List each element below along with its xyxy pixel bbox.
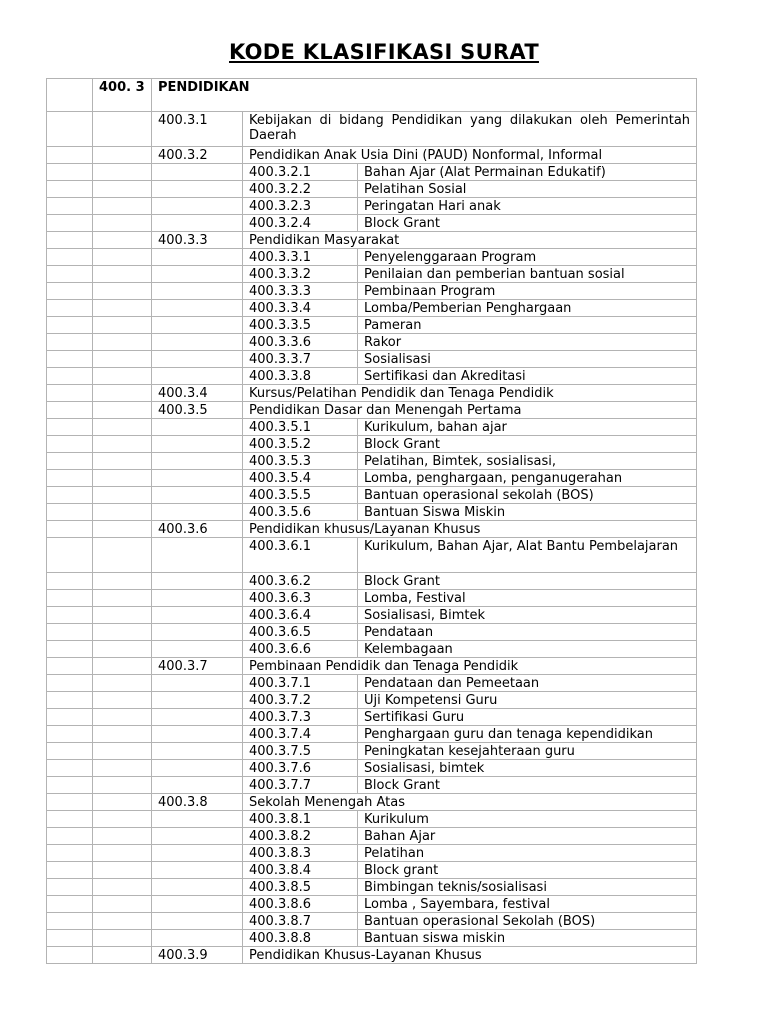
subcategory-description: Block grant [358,862,697,879]
subcategory-row [47,453,697,470]
document-title: KODE KLASIFIKASI SURAT [229,40,539,64]
blank-cell [93,862,152,879]
blank-cell [47,283,93,300]
subcategory-row [47,283,697,300]
blank-cell [152,351,243,368]
blank-cell [47,487,93,504]
category-description: Kursus/Pelatihan Pendidik dan Tenaga Pendidik [243,385,697,402]
blank-cell [152,641,243,658]
blank-cell [47,743,93,760]
blank-cell [93,283,152,300]
blank-cell [47,896,93,913]
blank-cell [47,726,93,743]
blank-cell [152,811,243,828]
blank-cell [47,419,93,436]
blank-cell [47,675,93,692]
blank-cell [47,79,93,112]
blank-cell [47,862,93,879]
subcategory-code: 400.3.5.4 [243,470,358,487]
blank-cell [93,385,152,402]
subcategory-row [47,198,697,215]
category-row [47,112,697,147]
subcategory-description: Uji Kompetensi Guru [358,692,697,709]
subcategory-description: Rakor [358,334,697,351]
blank-cell [47,845,93,862]
subcategory-code: 400.3.6.2 [243,573,358,590]
subcategory-row [47,845,697,862]
blank-cell [47,504,93,521]
blank-cell [152,368,243,385]
subcategory-description: Peringatan Hari anak [358,198,697,215]
category-row [47,232,697,249]
subcategory-code: 400.3.3.6 [243,334,358,351]
blank-cell [47,215,93,232]
blank-cell [47,368,93,385]
blank-cell [152,692,243,709]
category-code: 400.3.8 [152,794,243,811]
subcategory-description: Pembinaan Program [358,283,697,300]
blank-cell [47,198,93,215]
subcategory-row [47,368,697,385]
subcategory-description: Penghargaan guru dan tenaga kependidikan [358,726,697,743]
blank-cell [47,930,93,947]
subcategory-description: Bimbingan teknis/sosialisasi [358,879,697,896]
blank-cell [152,709,243,726]
blank-cell [47,453,93,470]
blank-cell [93,845,152,862]
blank-cell [47,521,93,538]
blank-cell [152,930,243,947]
blank-cell [152,573,243,590]
subcategory-description: Bahan Ajar [358,828,697,845]
subcategory-description: Lomba, penghargaan, penganugerahan [358,470,697,487]
category-code: 400.3.1 [152,112,243,147]
blank-cell [93,112,152,147]
subcategory-description: Sertifikasi Guru [358,709,697,726]
subcategory-code: 400.3.3.2 [243,266,358,283]
blank-cell [47,470,93,487]
subcategory-description: Bantuan siswa miskin [358,930,697,947]
blank-cell [152,504,243,521]
subcategory-description: Pameran [358,317,697,334]
blank-cell [152,215,243,232]
blank-cell [152,862,243,879]
subcategory-code: 400.3.3.3 [243,283,358,300]
category-row [47,402,697,419]
subcategory-row [47,317,697,334]
subcategory-row [47,300,697,317]
subcategory-code: 400.3.5.5 [243,487,358,504]
subcategory-code: 400.3.7.1 [243,675,358,692]
subcategory-row [47,726,697,743]
blank-cell [152,607,243,624]
blank-cell [93,913,152,930]
blank-cell [47,760,93,777]
blank-cell [152,266,243,283]
blank-cell [93,947,152,964]
category-row [47,794,697,811]
blank-cell [93,436,152,453]
blank-cell [47,164,93,181]
category-code: 400.3.9 [152,947,243,964]
subcategory-description: Pelatihan [358,845,697,862]
category-description: Pendidikan Dasar dan Menengah Pertama [243,402,697,419]
subcategory-row [47,334,697,351]
category-row [47,658,697,675]
subcategory-code: 400.3.3.4 [243,300,358,317]
blank-cell [93,470,152,487]
subcategory-row [47,624,697,641]
blank-cell [152,419,243,436]
blank-cell [93,726,152,743]
blank-cell [93,828,152,845]
blank-cell [47,658,93,675]
subcategory-code: 400.3.6.6 [243,641,358,658]
subcategory-description: Lomba , Sayembara, festival [358,896,697,913]
subcategory-row [47,862,697,879]
blank-cell [47,777,93,794]
blank-cell [152,828,243,845]
blank-cell [93,402,152,419]
category-row [47,521,697,538]
blank-cell [47,624,93,641]
subcategory-description: Bantuan Siswa Miskin [358,504,697,521]
blank-cell [47,402,93,419]
blank-cell [47,811,93,828]
blank-cell [152,453,243,470]
blank-cell [47,538,93,573]
blank-cell [152,624,243,641]
blank-cell [47,607,93,624]
blank-cell [47,573,93,590]
blank-cell [47,147,93,164]
subcategory-code: 400.3.8.2 [243,828,358,845]
blank-cell [47,828,93,845]
blank-cell [47,913,93,930]
blank-cell [47,436,93,453]
subcategory-row [47,181,697,198]
blank-cell [47,947,93,964]
blank-cell [152,913,243,930]
blank-cell [93,811,152,828]
blank-cell [152,845,243,862]
subcategory-row [47,879,697,896]
subcategory-code: 400.3.7.6 [243,760,358,777]
subcategory-description: Bantuan operasional Sekolah (BOS) [358,913,697,930]
subcategory-code: 400.3.8.1 [243,811,358,828]
category-code: 400.3.5 [152,402,243,419]
subcategory-row [47,266,697,283]
blank-cell [93,675,152,692]
subcategory-row [47,811,697,828]
blank-cell [47,351,93,368]
blank-cell [152,181,243,198]
blank-cell [152,590,243,607]
blank-cell [152,675,243,692]
blank-cell [47,300,93,317]
blank-cell [93,232,152,249]
subcategory-description: Pendataan dan Pemeetaan [358,675,697,692]
category-description: Pendidikan Masyarakat [243,232,697,249]
category-row [47,947,697,964]
blank-cell [93,760,152,777]
blank-cell [93,334,152,351]
blank-cell [93,777,152,794]
blank-cell [47,590,93,607]
subcategory-code: 400.3.5.6 [243,504,358,521]
blank-cell [47,181,93,198]
subcategory-description: Block Grant [358,777,697,794]
blank-cell [93,266,152,283]
blank-cell [93,794,152,811]
subcategory-row [47,470,697,487]
subcategory-description: Block Grant [358,436,697,453]
subcategory-row [47,930,697,947]
blank-cell [93,692,152,709]
blank-cell [93,453,152,470]
subcategory-code: 400.3.3.1 [243,249,358,266]
blank-cell [47,266,93,283]
blank-cell [152,470,243,487]
subcategory-description: Block Grant [358,215,697,232]
subcategory-row [47,692,697,709]
blank-cell [152,743,243,760]
category-description: Pendidikan Khusus-Layanan Khusus [243,947,697,964]
subcategory-code: 400.3.7.4 [243,726,358,743]
subcategory-description: Lomba, Festival [358,590,697,607]
blank-cell [152,198,243,215]
blank-cell [93,300,152,317]
blank-cell [47,709,93,726]
subcategory-row [47,641,697,658]
subcategory-code: 400.3.5.2 [243,436,358,453]
subcategory-row [47,573,697,590]
subcategory-description: Bahan Ajar (Alat Permainan Edukatif) [358,164,697,181]
subcategory-row [47,249,697,266]
blank-cell [47,334,93,351]
subcategory-description: Kurikulum, bahan ajar [358,419,697,436]
subcategory-row [47,913,697,930]
blank-cell [47,692,93,709]
blank-cell [47,232,93,249]
subcategory-description: Pelatihan, Bimtek, sosialisasi, [358,453,697,470]
subcategory-description: Peningkatan kesejahteraan guru [358,743,697,760]
subcategory-code: 400.3.8.3 [243,845,358,862]
subcategory-code: 400.3.2.4 [243,215,358,232]
category-code: 400.3.3 [152,232,243,249]
subcategory-code: 400.3.8.4 [243,862,358,879]
subcategory-code: 400.3.8.6 [243,896,358,913]
subcategory-code: 400.3.2.2 [243,181,358,198]
blank-cell [93,879,152,896]
subcategory-row [47,709,697,726]
subcategory-description: Sosialisasi [358,351,697,368]
subcategory-code: 400.3.3.5 [243,317,358,334]
subcategory-code: 400.3.5.3 [243,453,358,470]
subcategory-code: 400.3.2.1 [243,164,358,181]
subcategory-row [47,538,697,573]
blank-cell [93,198,152,215]
category-row [47,385,697,402]
subcategory-description: Lomba/Pemberian Penghargaan [358,300,697,317]
blank-cell [152,896,243,913]
subcategory-row [47,436,697,453]
blank-cell [152,249,243,266]
subcategory-row [47,504,697,521]
subcategory-row [47,760,697,777]
blank-cell [93,743,152,760]
subcategory-row [47,896,697,913]
blank-cell [152,436,243,453]
subcategory-code: 400.3.2.3 [243,198,358,215]
blank-cell [93,573,152,590]
blank-cell [93,590,152,607]
subcategory-description: Sosialisasi, bimtek [358,760,697,777]
subcategory-code: 400.3.7.2 [243,692,358,709]
classification-table-body [47,79,697,964]
blank-cell [152,300,243,317]
subcategory-description: Pelatihan Sosial [358,181,697,198]
blank-cell [152,777,243,794]
blank-cell [93,164,152,181]
subcategory-code: 400.3.8.8 [243,930,358,947]
subcategory-description: Block Grant [358,573,697,590]
blank-cell [93,538,152,573]
blank-cell [93,351,152,368]
subcategory-row [47,215,697,232]
subcategory-row [47,164,697,181]
subcategory-row [47,590,697,607]
subcategory-code: 400.3.3.8 [243,368,358,385]
subcategory-description: Pendataan [358,624,697,641]
blank-cell [93,930,152,947]
blank-cell [47,794,93,811]
subcategory-description: Sertifikasi dan Akreditasi [358,368,697,385]
category-code: 400.3.6 [152,521,243,538]
blank-cell [93,147,152,164]
subcategory-code: 400.3.6.4 [243,607,358,624]
blank-cell [93,521,152,538]
subcategory-code: 400.3.8.7 [243,913,358,930]
subcategory-description: Penilaian dan pemberian bantuan sosial [358,266,697,283]
blank-cell [93,641,152,658]
subcategory-description: Kelembagaan [358,641,697,658]
subcategory-code: 400.3.3.7 [243,351,358,368]
category-code: 400.3.2 [152,147,243,164]
subcategory-code: 400.3.6.1 [243,538,358,573]
subcategory-code: 400.3.7.5 [243,743,358,760]
subcategory-description: Kurikulum, Bahan Ajar, Alat Bantu Pembelajaran [358,538,697,573]
blank-cell [93,896,152,913]
blank-cell [47,317,93,334]
blank-cell [152,538,243,573]
blank-cell [93,181,152,198]
blank-cell [93,368,152,385]
blank-cell [152,164,243,181]
blank-cell [93,709,152,726]
subcategory-row [47,607,697,624]
subcategory-row [47,828,697,845]
subcategory-code: 400.3.6.5 [243,624,358,641]
subcategory-row [47,675,697,692]
category-description: Pembinaan Pendidik dan Tenaga Pendidik [243,658,697,675]
subcategory-description: Bantuan operasional sekolah (BOS) [358,487,697,504]
subcategory-description: Sosialisasi, Bimtek [358,607,697,624]
blank-cell [47,249,93,266]
subcategory-code: 400.3.6.3 [243,590,358,607]
blank-cell [47,385,93,402]
blank-cell [93,249,152,266]
blank-cell [93,487,152,504]
category-description: Sekolah Menengah Atas [243,794,697,811]
section-code: 400. 3 [93,79,152,112]
blank-cell [93,607,152,624]
subcategory-code: 400.3.7.7 [243,777,358,794]
category-row [47,147,697,164]
subcategory-code: 400.3.8.5 [243,879,358,896]
category-description: Kebijakan di bidang Pendidikan yang dilakukan oleh Pemerintah Daerah [243,112,697,147]
subcategory-description: Penyelenggaraan Program [358,249,697,266]
classification-table [46,78,697,964]
blank-cell [93,658,152,675]
blank-cell [47,879,93,896]
blank-cell [152,879,243,896]
subcategory-row [47,351,697,368]
blank-cell [152,760,243,777]
blank-cell [152,487,243,504]
blank-cell [47,641,93,658]
blank-cell [152,317,243,334]
section-header-row [47,79,697,112]
blank-cell [93,624,152,641]
blank-cell [93,419,152,436]
blank-cell [152,283,243,300]
subcategory-description: Kurikulum [358,811,697,828]
category-code: 400.3.4 [152,385,243,402]
blank-cell [152,726,243,743]
blank-cell [93,215,152,232]
category-description: Pendidikan khusus/Layanan Khusus [243,521,697,538]
category-code: 400.3.7 [152,658,243,675]
blank-cell [152,334,243,351]
subcategory-row [47,419,697,436]
subcategory-row [47,743,697,760]
blank-cell [93,504,152,521]
subcategory-row [47,777,697,794]
section-name: PENDIDIKAN [152,79,697,112]
blank-cell [93,317,152,334]
subcategory-row [47,487,697,504]
subcategory-code: 400.3.7.3 [243,709,358,726]
subcategory-code: 400.3.5.1 [243,419,358,436]
category-description: Pendidikan Anak Usia Dini (PAUD) Nonformal, Informal [243,147,697,164]
blank-cell [47,112,93,147]
